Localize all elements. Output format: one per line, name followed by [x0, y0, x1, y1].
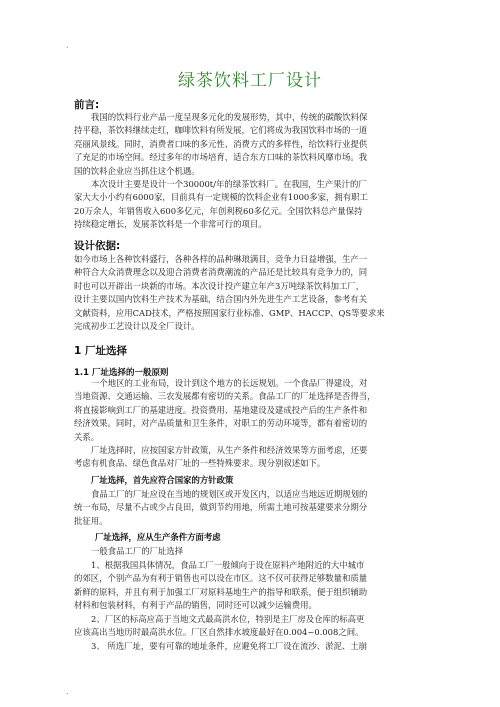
text-line: 完成初步工艺设计以及全厂设计。: [74, 321, 200, 332]
bold-point-production: 厂址选择，应从生产条件方面考虑: [95, 532, 221, 542]
text-line: 一个地区的工业布局，设计到这个地方的长远规划。一个食品厂得建设，对: [91, 378, 368, 388]
text-line: 材料和包装材料，有利于产品的销售，同时还可以减少运输费用。: [74, 600, 317, 611]
bold-point-policy: 厂址选择，首先应符合国家的方针政策: [91, 475, 234, 485]
section-1-1-paragraph-2: [74, 444, 430, 471]
text-line: 将直接影响到工厂的基建进度。投资费用、基地建设及建成投产后的生产条件和: [74, 404, 368, 415]
text-line: 1、根据我国具体情况，食品工厂一般倾向于设在原料产地附近的大中城市: [91, 560, 365, 570]
item-3: [74, 640, 430, 653]
text-line: 文献资料，应用CAD技术，严格按照国家行业标准、GMP、HACCP、QS等要求来: [74, 307, 385, 318]
document-title: 绿茶饮料工厂设计: [178, 71, 322, 91]
text-line: 新鲜的原料，并且有利于加强工厂对原料基地生产的指导和联系，便于组织辅助: [74, 586, 368, 597]
text-line: 持平稳，茶饮料继续走红，咖啡饮料有所发展，它们将成为我国饮料市场的一道: [74, 125, 368, 136]
text-line: 经济效果。同时，对产品质量和卫生条件，对职工的劳动环境等，都有着密切的: [74, 418, 368, 429]
text-line: 国的饮料企业应当抓住这个机遇。: [74, 165, 200, 176]
section-1-heading: 1 厂址选择: [74, 345, 127, 357]
text-line: 2、厂区的标高应高于当地文式最高洪水位，特别是主厂房及仓库的标高更: [91, 614, 365, 624]
preface-paragraph-1: [74, 111, 430, 178]
text-line: 20万余人，年销售收入600多亿元，年创利税60多亿元。全国饮料总产量保持: [74, 205, 363, 216]
text-line: 我国的饮料行业产品一度呈现多元化的发展形势，其中，传统的碳酸饮料保: [91, 112, 368, 122]
section-1-1-paragraph-1: [74, 377, 430, 444]
item-1: [74, 559, 430, 613]
text-line: 家大大小小约有6000家，目前具有一定规模的饮料企业有1000多家，拥有职工: [74, 192, 368, 203]
section-1-1-heading: 1.1 厂址选择的一般原则: [74, 368, 169, 378]
text-line: 3、 所选厂址，要有可靠的地址条件，应避免将工厂设在流沙、淤泥、土崩: [91, 641, 367, 651]
corner-mark-bottom: .: [66, 687, 69, 696]
text-line: 如今市场上各种饮料盛行，各种各样的品种琳琅满目，竞争力日益增强，生产一: [74, 254, 368, 264]
text-line: 设计主要以国内饮料生产技术为基础，结合国内外先进生产工艺设备，参考有关: [74, 294, 368, 305]
text-line: 了充足的市场空间。经过多年的市场培育，适合东方口味的茶饮料风靡市场。我: [74, 152, 368, 163]
text-line: 种符合大众消费理念以及迎合消费者消费潮流的产品还是比较具有竞争力的，同: [74, 267, 368, 278]
text-line: 统一布局，尽量不占或少占良田，做到节约用地，所需土地可按基建要求分期分: [74, 502, 368, 513]
section-1-1-paragraph-3: [74, 488, 430, 528]
subheading-general-site: 一般食品工厂的厂址选择: [91, 546, 184, 556]
text-line: 的郊区，个别产品为有利于销售也可以设在市区。这不仅可获得足够数量和质量: [74, 573, 368, 584]
text-line: 厂址选择时，应按国家方针政策，从生产条件和经济效果等方面考虑，还要: [91, 445, 368, 455]
text-line: 食品工厂的厂址应设在当地的规划区或开发区内，以适应当地远近期规划的: [91, 489, 368, 499]
preface-heading: 前言:: [74, 99, 100, 111]
item-2: [74, 613, 430, 640]
text-line: 亮丽风景线。同时，消费者口味的多元性、消费方式的多样性，给饮料行业提供: [74, 138, 368, 149]
text-line: 持续稳定增长，发展茶饮料是一个非常可行的项目。: [74, 219, 267, 230]
text-line: 当地资源、交通运输、三农发展都有密切的关系。食品工厂的厂址选择是否得当，: [74, 391, 376, 402]
corner-mark-top: .: [66, 41, 69, 50]
text-line: 应该高出当地历时最高洪水位。厂区自然排水坡度最好在0.004~0.008之间。: [74, 627, 364, 638]
basis-heading: 设计依据:: [74, 240, 121, 252]
basis-paragraph: [74, 253, 430, 333]
general-site-subheading-block: [74, 545, 430, 558]
text-line: 时也可以开辟出一块新的市场。本次设计投产建立年产3万吨绿茶饮料加工厂，: [74, 280, 365, 291]
text-line: 考虑有机食品、绿色食品对厂址的一些特殊要求。现分别叙述如下。: [74, 458, 326, 469]
preface-paragraph-2: [74, 178, 430, 232]
text-line: 批征用。: [74, 515, 108, 526]
text-line: 本次设计主要是设计一个30000t/年的绿茶饮料厂。在我国，生产果汁的厂: [91, 179, 367, 189]
text-line: 关系。: [74, 431, 100, 442]
